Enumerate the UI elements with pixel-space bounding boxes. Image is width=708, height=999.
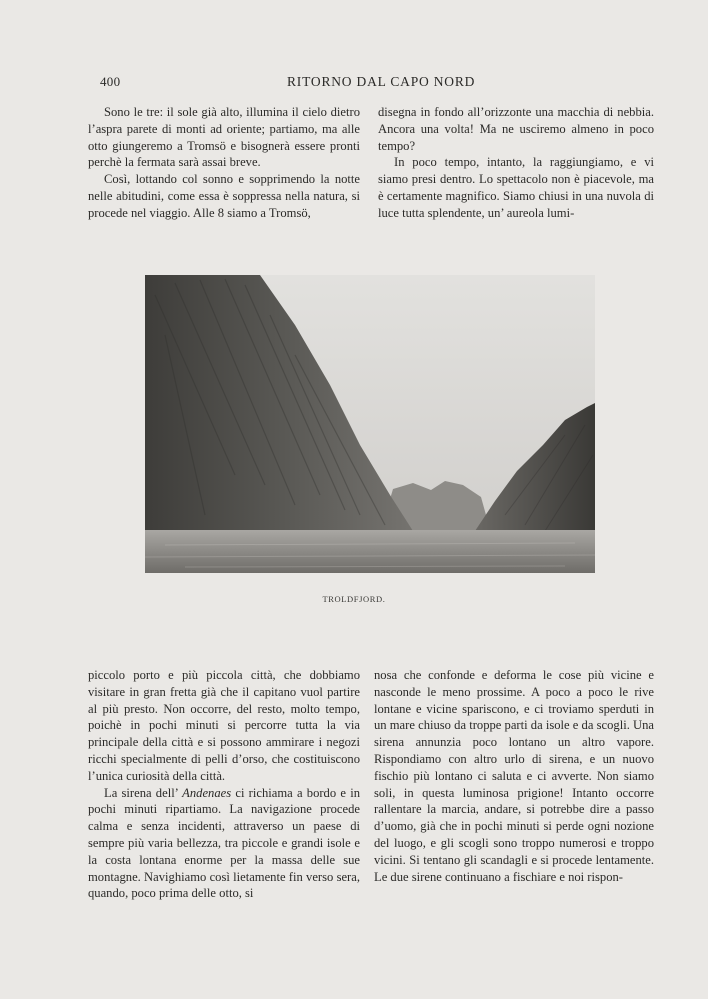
paragraph: In poco tempo, intanto, la raggiungiamo, e vi siamo presi dentro. Lo spettacolo non è piacevole, ma è certamente magnifico. Siamo chiusi in una nuvola di luce tutta splendente, un’ aureola lumi- — [378, 155, 654, 220]
paragraph: Sono le tre: il sole già alto, illumina il cielo dietro l’aspra parete di monti ad oriente; partiamo, ma alle otto giungeremo a Tromsö e bisognerà essere pronti perchè la fermata sarà assai breve. — [88, 105, 360, 170]
page-number: 400 — [100, 74, 121, 89]
bottom-left-column — [88, 667, 360, 902]
paragraph-start: La sirena dell’ — [104, 785, 183, 800]
bottom-right-column — [374, 667, 654, 885]
paragraph — [88, 785, 360, 903]
paragraph: disegna in fondo all’orizzonte una macchia di nebbia. Ancora una volta! Ma ne usciremo almeno in poco tempo? — [378, 105, 654, 153]
top-right-column — [378, 104, 654, 222]
ship-name: Andenaes — [182, 785, 232, 800]
troldfjord-photo — [145, 275, 595, 573]
top-left-column — [88, 104, 360, 222]
figure-caption: TROLDFJORD. — [322, 594, 386, 604]
paragraph: nosa che confonde e deforma le cose più vicine e nasconde le meno prossime. A poco a poco le rive lontane e vicine spariscono, e ci troviamo sperduti in un mare chiuso da troppe parti da isole e da scogli. Una sirena annunzia poco lontano un altro vapore. Rispondiamo con altro urlo di sirena, e un nuovo fischio più lontano ci saluta e ci avverte. Non siamo soli, in questa luminosa prigione! Intanto occorre rallentare la marcia, andare, si potrebbe dire a passo d’uomo, già che in pochi minuti si perde ogni nozione del luogo, e gli scogli sono troppo numerosi e troppo vicini. Si tentano gli scandagli e si procede lentamente. Le due sirene continuano a fischiare e noi rispon- — [374, 668, 654, 884]
page-header — [0, 74, 708, 94]
running-title: RITORNO DAL CAPO NORD — [287, 74, 476, 89]
paragraph: piccolo porto e più piccola città, che dobbiamo visitare in gran fretta già che il capitano vuol partire al più presto. Non occorre, del resto, molto tempo, poichè in pochi minuti si percorre tutta la via principale della città e si possono ammirare i negozi ricchi specialmente di pelli d’orso, che costituiscono l’unica curiosità della città. — [88, 668, 360, 783]
paragraph: Così, lottando col sonno e sopprimendo la notte nelle abitudini, come essa è soppressa nella natura, si procede nel viaggio. Alle 8 siamo a Tromsö, — [88, 172, 360, 220]
paragraph-rest: ci richiama a bordo e in pochi minuti ripartiamo. La navigazione procede calma e senza incidenti, attraverso un paese di sempre più varia bellezza, tra piccole e grandi isole e la costa lontana enorme per la massa delle sue montagne. Navighiamo così lietamente fin verso sera, quando, poco prima delle otto, si — [88, 785, 360, 901]
